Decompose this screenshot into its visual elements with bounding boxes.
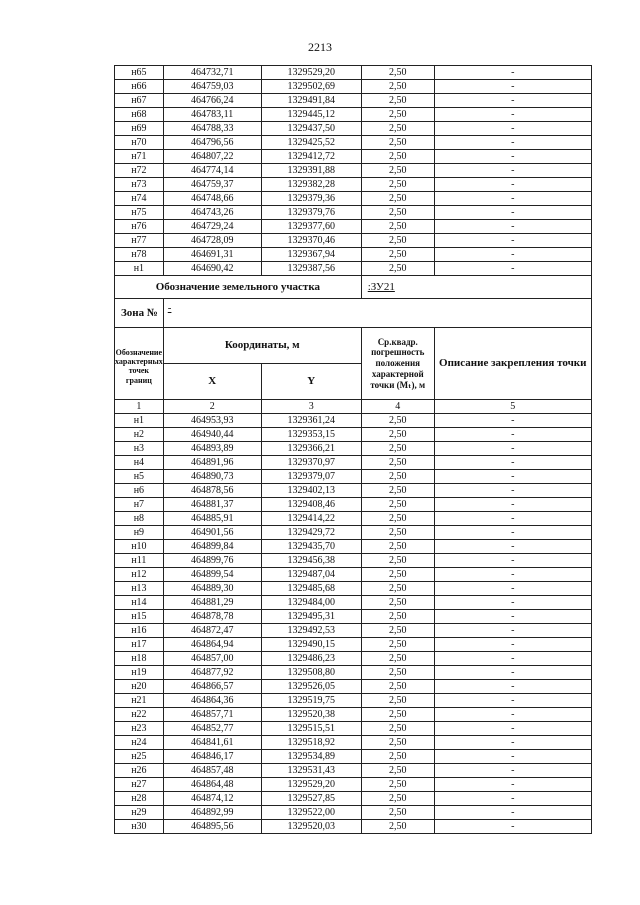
x-cell: 464743,26	[163, 206, 261, 220]
error-cell: 2,50	[361, 778, 434, 792]
y-cell: 1329486,23	[261, 652, 361, 666]
y-cell: 1329518,92	[261, 736, 361, 750]
description-cell: -	[434, 736, 591, 750]
description-cell: -	[434, 234, 591, 248]
description-cell: -	[434, 694, 591, 708]
y-cell: 1329437,50	[261, 122, 361, 136]
column-number: 1	[115, 400, 164, 414]
error-cell: 2,50	[361, 512, 434, 526]
table-row	[115, 596, 592, 610]
top-rows	[115, 66, 592, 276]
y-cell: 1329522,00	[261, 806, 361, 820]
description-cell: -	[434, 624, 591, 638]
x-cell: 464864,48	[163, 778, 261, 792]
error-cell: 2,50	[361, 806, 434, 820]
x-cell: 464857,48	[163, 764, 261, 778]
x-cell: 464877,92	[163, 666, 261, 680]
point-id-cell: н25	[115, 750, 164, 764]
table-row	[115, 736, 592, 750]
error-cell: 2,50	[361, 108, 434, 122]
y-cell: 1329370,46	[261, 234, 361, 248]
y-cell: 1329425,52	[261, 136, 361, 150]
error-cell: 2,50	[361, 136, 434, 150]
table-row	[115, 792, 592, 806]
error-cell: 2,50	[361, 554, 434, 568]
table-row	[115, 750, 592, 764]
x-cell: 464901,56	[163, 526, 261, 540]
point-id-cell: н12	[115, 568, 164, 582]
description-cell: -	[434, 248, 591, 262]
point-id-cell: н30	[115, 820, 164, 834]
y-cell: 1329520,03	[261, 820, 361, 834]
y-cell: 1329519,75	[261, 694, 361, 708]
x-cell: 464857,00	[163, 652, 261, 666]
x-cell: 464899,76	[163, 554, 261, 568]
x-cell: 464852,77	[163, 722, 261, 736]
point-id-cell: н73	[115, 178, 164, 192]
description-cell: -	[434, 484, 591, 498]
error-cell: 2,50	[361, 442, 434, 456]
description-cell: -	[434, 610, 591, 624]
error-cell: 2,50	[361, 526, 434, 540]
error-cell: 2,50	[361, 694, 434, 708]
point-id-cell: н22	[115, 708, 164, 722]
table-row	[115, 414, 592, 428]
error-cell: 2,50	[361, 792, 434, 806]
error-cell: 2,50	[361, 470, 434, 484]
point-id-cell: н68	[115, 108, 164, 122]
point-id-cell: н24	[115, 736, 164, 750]
y-cell: 1329379,07	[261, 470, 361, 484]
y-cell: 1329408,46	[261, 498, 361, 512]
description-cell: -	[434, 122, 591, 136]
point-id-cell: н69	[115, 122, 164, 136]
point-id-cell: н10	[115, 540, 164, 554]
table-row	[115, 122, 592, 136]
table-row	[115, 498, 592, 512]
coordinates-table	[114, 65, 592, 834]
description-cell: -	[434, 456, 591, 470]
table-row	[115, 694, 592, 708]
error-cell: 2,50	[361, 414, 434, 428]
description-cell: -	[434, 220, 591, 234]
x-cell: 464899,84	[163, 540, 261, 554]
page-number: 2213	[308, 40, 332, 54]
x-cell: 464807,22	[163, 150, 261, 164]
x-cell: 464874,12	[163, 792, 261, 806]
x-cell: 464846,17	[163, 750, 261, 764]
x-cell: 464953,93	[163, 414, 261, 428]
x-cell: 464872,47	[163, 624, 261, 638]
table-row	[115, 764, 592, 778]
point-id-cell: н72	[115, 164, 164, 178]
y-cell: 1329490,15	[261, 638, 361, 652]
description-cell: -	[434, 164, 591, 178]
point-id-cell: н27	[115, 778, 164, 792]
description-cell: -	[434, 540, 591, 554]
x-cell: 464788,33	[163, 122, 261, 136]
y-cell: 1329529,20	[261, 66, 361, 80]
error-cell: 2,50	[361, 122, 434, 136]
table-row	[115, 680, 592, 694]
description-cell: -	[434, 764, 591, 778]
table-row	[115, 234, 592, 248]
y-cell: 1329429,72	[261, 526, 361, 540]
error-cell: 2,50	[361, 568, 434, 582]
description-cell: -	[434, 638, 591, 652]
y-cell: 1329487,04	[261, 568, 361, 582]
y-cell: 1329531,43	[261, 764, 361, 778]
table-row	[115, 206, 592, 220]
description-cell: -	[434, 94, 591, 108]
error-cell: 2,50	[361, 164, 434, 178]
y-cell: 1329414,22	[261, 512, 361, 526]
error-cell: 2,50	[361, 94, 434, 108]
description-cell: -	[434, 792, 591, 806]
parcel-section	[115, 276, 592, 414]
table-row	[115, 512, 592, 526]
error-cell: 2,50	[361, 666, 434, 680]
x-cell: 464940,44	[163, 428, 261, 442]
x-cell: 464857,71	[163, 708, 261, 722]
x-cell: 464690,42	[163, 262, 261, 276]
point-id-cell: н66	[115, 80, 164, 94]
bottom-rows	[115, 414, 592, 834]
column-number: 4	[361, 400, 434, 414]
error-cell: 2,50	[361, 736, 434, 750]
point-id-cell: н8	[115, 512, 164, 526]
error-cell: 2,50	[361, 582, 434, 596]
x-cell: 464783,11	[163, 108, 261, 122]
point-id-cell: н3	[115, 442, 164, 456]
point-id-cell: н13	[115, 582, 164, 596]
description-cell: -	[434, 778, 591, 792]
table-row	[115, 456, 592, 470]
table-row	[115, 248, 592, 262]
table-row	[115, 442, 592, 456]
description-cell: -	[434, 806, 591, 820]
x-cell: 464893,89	[163, 442, 261, 456]
table-row	[115, 652, 592, 666]
table-row	[115, 136, 592, 150]
error-cell: 2,50	[361, 66, 434, 80]
zone-value-cell	[163, 299, 591, 328]
y-cell: 1329526,05	[261, 680, 361, 694]
x-cell: 464881,37	[163, 498, 261, 512]
point-id-cell: н15	[115, 610, 164, 624]
y-cell: 1329379,36	[261, 192, 361, 206]
error-cell: 2,50	[361, 610, 434, 624]
y-cell: 1329377,60	[261, 220, 361, 234]
parcel-value-cell	[361, 276, 591, 299]
x-cell: 464759,03	[163, 80, 261, 94]
point-id-cell: н23	[115, 722, 164, 736]
point-id-cell: н78	[115, 248, 164, 262]
description-cell: -	[434, 178, 591, 192]
x-cell: 464796,56	[163, 136, 261, 150]
x-cell: 464748,66	[163, 192, 261, 206]
description-cell: -	[434, 568, 591, 582]
table-row	[115, 610, 592, 624]
column-number: 3	[261, 400, 361, 414]
point-id-cell: н9	[115, 526, 164, 540]
table-row	[115, 66, 592, 80]
x-cell: 464864,94	[163, 638, 261, 652]
header-x: X	[163, 364, 261, 400]
point-id-cell: н17	[115, 638, 164, 652]
table-row	[115, 554, 592, 568]
description-cell: -	[434, 526, 591, 540]
table-row	[115, 94, 592, 108]
x-cell: 464864,36	[163, 694, 261, 708]
header-point-designation: Обозначение характерных точек границ	[115, 328, 164, 400]
error-cell: 2,50	[361, 80, 434, 94]
description-cell: -	[434, 192, 591, 206]
parcel-label: Обозначение земельного участка	[115, 276, 362, 299]
table-row	[115, 540, 592, 554]
y-cell: 1329508,80	[261, 666, 361, 680]
x-cell: 464759,37	[163, 178, 261, 192]
x-cell: 464732,71	[163, 66, 261, 80]
description-cell: -	[434, 680, 591, 694]
x-cell: 464895,56	[163, 820, 261, 834]
point-id-cell: н4	[115, 456, 164, 470]
table-row	[115, 428, 592, 442]
description-cell: -	[434, 512, 591, 526]
y-cell: 1329520,38	[261, 708, 361, 722]
description-cell: -	[434, 206, 591, 220]
y-cell: 1329412,72	[261, 150, 361, 164]
point-id-cell: н16	[115, 624, 164, 638]
description-cell: -	[434, 498, 591, 512]
point-id-cell: н14	[115, 596, 164, 610]
column-number: 5	[434, 400, 591, 414]
description-cell: -	[434, 262, 591, 276]
point-id-cell: н11	[115, 554, 164, 568]
error-cell: 2,50	[361, 680, 434, 694]
y-cell: 1329485,68	[261, 582, 361, 596]
table-row	[115, 778, 592, 792]
point-id-cell: н70	[115, 136, 164, 150]
description-cell: -	[434, 66, 591, 80]
description-cell: -	[434, 136, 591, 150]
point-id-cell: н20	[115, 680, 164, 694]
y-cell: 1329445,12	[261, 108, 361, 122]
error-cell: 2,50	[361, 484, 434, 498]
table-row	[115, 582, 592, 596]
point-id-cell: н67	[115, 94, 164, 108]
error-cell: 2,50	[361, 764, 434, 778]
x-cell: 464881,29	[163, 596, 261, 610]
x-cell: 464691,31	[163, 248, 261, 262]
table-row	[115, 192, 592, 206]
x-cell: 464890,73	[163, 470, 261, 484]
y-cell: 1329491,84	[261, 94, 361, 108]
header-coordinates: Координаты, м	[163, 328, 361, 364]
description-cell: -	[434, 722, 591, 736]
y-cell: 1329495,31	[261, 610, 361, 624]
point-id-cell: н74	[115, 192, 164, 206]
x-cell: 464866,57	[163, 680, 261, 694]
point-id-cell: н7	[115, 498, 164, 512]
description-cell: -	[434, 442, 591, 456]
error-cell: 2,50	[361, 638, 434, 652]
error-cell: 2,50	[361, 178, 434, 192]
description-cell: -	[434, 428, 591, 442]
y-cell: 1329515,51	[261, 722, 361, 736]
header-description: Описание закрепления точки	[434, 328, 591, 400]
description-cell: -	[434, 820, 591, 834]
point-id-cell: н26	[115, 764, 164, 778]
point-id-cell: н28	[115, 792, 164, 806]
y-cell: 1329492,53	[261, 624, 361, 638]
error-cell: 2,50	[361, 498, 434, 512]
y-cell: 1329367,94	[261, 248, 361, 262]
description-cell: -	[434, 750, 591, 764]
table-row	[115, 150, 592, 164]
x-cell: 464729,24	[163, 220, 261, 234]
x-cell: 464891,96	[163, 456, 261, 470]
x-cell: 464892,99	[163, 806, 261, 820]
x-cell: 464774,14	[163, 164, 261, 178]
y-cell: 1329391,88	[261, 164, 361, 178]
point-id-cell: н29	[115, 806, 164, 820]
y-cell: 1329456,38	[261, 554, 361, 568]
y-cell: 1329484,00	[261, 596, 361, 610]
x-cell: 464878,78	[163, 610, 261, 624]
table-row	[115, 806, 592, 820]
description-cell: -	[434, 80, 591, 94]
error-cell: 2,50	[361, 234, 434, 248]
y-cell: 1329370,97	[261, 456, 361, 470]
table-row	[115, 666, 592, 680]
header-error: Ср.квадр. погрешность положения характерной точки (Mₜ), м	[361, 328, 434, 400]
zone-label: Зона №	[115, 299, 164, 328]
table-row	[115, 820, 592, 834]
table-row	[115, 526, 592, 540]
error-cell: 2,50	[361, 722, 434, 736]
description-cell: -	[434, 554, 591, 568]
table-row	[115, 708, 592, 722]
description-cell: -	[434, 470, 591, 484]
y-cell: 1329361,24	[261, 414, 361, 428]
y-cell: 1329435,70	[261, 540, 361, 554]
y-cell: 1329387,56	[261, 262, 361, 276]
error-cell: 2,50	[361, 428, 434, 442]
point-id-cell: н1	[115, 262, 164, 276]
description-cell: -	[434, 708, 591, 722]
x-cell: 464885,91	[163, 512, 261, 526]
x-cell: 464766,24	[163, 94, 261, 108]
x-cell: 464889,30	[163, 582, 261, 596]
error-cell: 2,50	[361, 624, 434, 638]
x-cell: 464878,56	[163, 484, 261, 498]
table-row	[115, 568, 592, 582]
table-row	[115, 108, 592, 122]
point-id-cell: н6	[115, 484, 164, 498]
parcel-value: :ЗУ21	[367, 280, 395, 293]
point-id-cell: н21	[115, 694, 164, 708]
table-row	[115, 80, 592, 94]
error-cell: 2,50	[361, 206, 434, 220]
point-id-cell: н2	[115, 428, 164, 442]
table-row	[115, 470, 592, 484]
point-id-cell: н5	[115, 470, 164, 484]
table-row	[115, 164, 592, 178]
y-cell: 1329529,20	[261, 778, 361, 792]
description-cell: -	[434, 150, 591, 164]
y-cell: 1329366,21	[261, 442, 361, 456]
point-id-cell: н75	[115, 206, 164, 220]
zone-value: -	[167, 302, 172, 314]
table-row	[115, 638, 592, 652]
description-cell: -	[434, 596, 591, 610]
error-cell: 2,50	[361, 456, 434, 470]
error-cell: 2,50	[361, 150, 434, 164]
point-id-cell: н71	[115, 150, 164, 164]
table-row	[115, 722, 592, 736]
x-cell: 464899,54	[163, 568, 261, 582]
point-id-cell: н76	[115, 220, 164, 234]
description-cell: -	[434, 652, 591, 666]
table-row	[115, 262, 592, 276]
error-cell: 2,50	[361, 248, 434, 262]
y-cell: 1329527,85	[261, 792, 361, 806]
y-cell: 1329382,28	[261, 178, 361, 192]
description-cell: -	[434, 582, 591, 596]
table-row	[115, 624, 592, 638]
error-cell: 2,50	[361, 220, 434, 234]
x-cell: 464841,61	[163, 736, 261, 750]
description-cell: -	[434, 108, 591, 122]
y-cell: 1329353,15	[261, 428, 361, 442]
error-cell: 2,50	[361, 652, 434, 666]
error-cell: 2,50	[361, 820, 434, 834]
y-cell: 1329502,69	[261, 80, 361, 94]
table-row	[115, 178, 592, 192]
point-id-cell: н1	[115, 414, 164, 428]
error-cell: 2,50	[361, 750, 434, 764]
column-number: 2	[163, 400, 261, 414]
y-cell: 1329534,89	[261, 750, 361, 764]
y-cell: 1329402,13	[261, 484, 361, 498]
x-cell: 464728,09	[163, 234, 261, 248]
point-id-cell: н77	[115, 234, 164, 248]
error-cell: 2,50	[361, 192, 434, 206]
point-id-cell: н65	[115, 66, 164, 80]
point-id-cell: н18	[115, 652, 164, 666]
y-cell: 1329379,76	[261, 206, 361, 220]
table-row	[115, 484, 592, 498]
description-cell: -	[434, 666, 591, 680]
error-cell: 2,50	[361, 540, 434, 554]
error-cell: 2,50	[361, 262, 434, 276]
error-cell: 2,50	[361, 596, 434, 610]
point-id-cell: н19	[115, 666, 164, 680]
table-row	[115, 220, 592, 234]
error-cell: 2,50	[361, 708, 434, 722]
description-cell: -	[434, 414, 591, 428]
header-y: Y	[261, 364, 361, 400]
